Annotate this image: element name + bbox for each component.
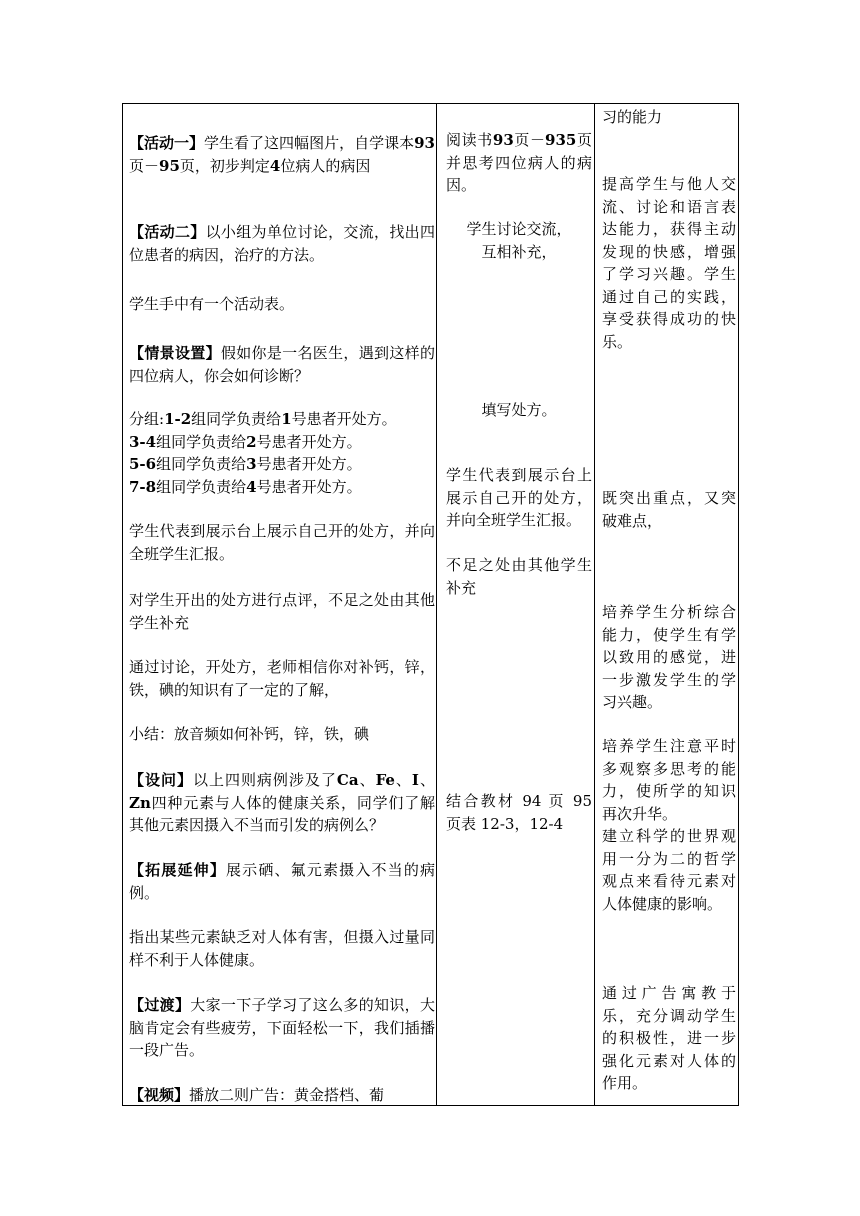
text-run: 分组: [129,410,165,428]
text-run: 指出某些元素缺乏对人体有害，但摄入过量同样不利于人体健康。 [129,928,435,969]
text-run: 不足之处由其他学生补充 [446,556,592,597]
text-run: 【活动二】 [129,223,206,241]
text-run: 以上四则病例涉及了 [192,771,337,789]
text-block [602,735,736,825]
text-run: 大家一下子学习了这么多的知识，大脑肯定会有些疲劳，下面轻松一下，我们插播一段广告。 [129,996,435,1059]
text-run: 学生手中有一个活动表。 [129,295,295,313]
text-run: 对学生开出的处方进行点评，不足之处由其他学生补充 [129,591,435,632]
text-block [602,106,736,129]
text-line [446,241,592,264]
text-block [129,926,435,971]
text-line [446,218,592,241]
text-run: 1 [281,410,292,428]
text-run: 学生看了这四幅图片，自学课本 [204,134,415,152]
text-run: 、 [358,771,376,789]
text-block [129,132,435,177]
text-block [129,342,435,387]
text-run: 7-8 [129,477,157,496]
text-run: 结合教材 94 页 95 页表 12-3，12-4 [446,792,592,833]
text-run: 号患者开处方。 [256,432,362,451]
text-run: 号患者开处方。 [256,455,362,473]
text-run: 号患者开处方。 [291,410,397,428]
text-run: 填写处方。 [481,401,557,419]
text-run: 3-4 [129,432,157,451]
text-run: 3 [246,455,257,473]
text-run: 、 [394,771,412,789]
text-block [129,408,435,498]
text-line [129,408,435,431]
text-run: 位病人的病因 [280,156,371,175]
text-run: 【设问】 [129,771,193,789]
text-run: 1-2 [164,410,192,428]
text-line [129,476,435,499]
text-run: 4 [269,156,281,175]
text-block [129,520,435,565]
text-run: 组同学负责给 [156,477,247,496]
text-run: 4 [246,477,257,496]
text-run: 935 [545,131,577,149]
text-block [129,1084,435,1105]
text-run: 既突出重点，又突破难点， [602,489,736,530]
text-block [602,487,736,532]
text-run: 【过渡】 [129,996,191,1014]
text-run: 互相补充， [481,242,557,261]
column-divider [436,104,437,1105]
text-block [129,221,435,266]
teaching-process-column [129,104,435,1105]
text-block [446,464,592,532]
text-block [602,173,736,353]
text-run: 通过讨论，开处方，老师相信你对补钙，锌，铁，碘的知识有了一定的了解， [129,658,435,699]
text-run: Zn [129,793,151,812]
text-block [446,790,592,835]
text-run: 播放二则广告：黄金搭档、葡 [189,1086,385,1104]
text-block [446,554,592,599]
text-run: 学生代表到展示台上展示自己开的处方，并向全班学生汇报。 [129,522,435,563]
text-block [446,218,592,263]
student-activity-column [446,104,592,1105]
text-block [602,601,736,714]
text-run: 培养学生注意平时多观察多思考的能力，使所学的知识再次升华。 [602,737,736,823]
column-divider [594,104,595,1105]
text-block [129,994,435,1062]
text-run: 假如你是一名医生，遇到这样的四位病人，你会如何诊断？ [129,344,435,385]
design-intent-column [602,104,736,1105]
text-run: 小结：放音频如何补钙，锌，铁，碘 [129,725,370,743]
text-block [129,859,435,904]
text-run: 5-6 [129,455,157,473]
text-run: 页－ [513,131,546,149]
text-run: 展示硒、氟元素摄入不当的病例。 [129,861,435,902]
text-run: 号患者开处方。 [256,477,362,496]
text-block [446,399,592,422]
text-run: 95 [159,156,180,175]
text-run: 四种元素与人体的健康关系，同学们了解其他元素因摄入不当而引发的病例么？ [129,793,435,834]
text-run: 页并思考四位病人的病因。 [446,131,592,194]
text-run: 提高学生与他人交流、讨论和语言表达能力，获得主动发现的快感，增强了学习兴趣。学生通过自己的实践，享受获得成功的快乐。 [602,175,736,351]
text-run: 培养学生分析综合能力，使学生有学以致用的感觉，进一步激发学生的学习兴趣。 [602,603,736,711]
text-block [446,129,592,197]
text-run: 93 [414,134,435,152]
text-run: 页－ [129,156,160,175]
text-run: 组同学负责给 [156,455,247,473]
text-run: 以小组为单位讨论，交流，找出四位患者的病因，治疗的方法。 [129,223,435,264]
text-run: 【活动一】 [129,134,205,152]
text-run: 、 [418,771,435,789]
text-block [129,656,435,701]
text-block [129,723,435,746]
text-run: 建立科学的世界观用一分为二的哲学观点来看待元素对人体健康的影响。 [602,827,736,913]
text-run: 阅读书 [446,131,493,149]
text-run: 组同学负责给 [191,410,282,428]
lesson-plan-table [122,103,739,1106]
text-run: 学生讨论交流， [466,220,572,238]
text-run: 习的能力 [602,108,663,126]
text-run: 【视频】 [129,1086,190,1104]
text-run: I [411,771,419,789]
text-run: Fe [375,771,395,789]
text-run: 【情景设置】 [129,344,221,362]
text-run: 学生代表到展示台上展示自己开的处方，并向全班学生汇报。 [446,466,592,529]
text-line [129,453,435,476]
text-run: 通过广告寓教于乐，充分调动学生的积极性，进一步强化元素对人体的作用。 [602,984,736,1092]
text-block [129,769,435,837]
text-block [129,293,435,316]
text-block [602,982,736,1095]
text-run: 93 [492,131,514,149]
text-block [602,825,736,915]
text-run: 【拓展延伸】 [129,861,226,879]
text-run: 页，初步判定 [179,156,270,175]
text-run: 2 [246,432,257,451]
text-line [129,431,435,454]
text-run: Ca [336,771,359,789]
text-run: 组同学负责给 [156,432,247,451]
text-block [129,589,435,634]
